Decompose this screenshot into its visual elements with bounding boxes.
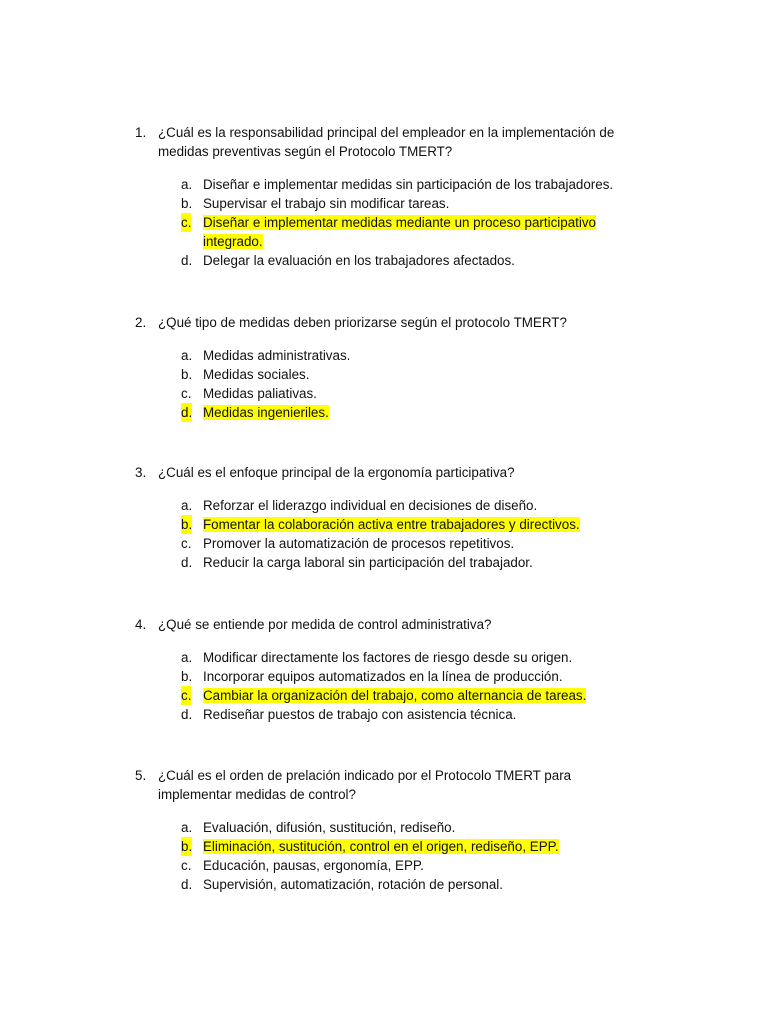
option-b-correct — [0, 515, 623, 534]
options-list — [0, 496, 768, 572]
option-b — [0, 667, 623, 686]
option-text-highlighted: Diseñar e implementar medidas mediante un proceso participativo integrado. — [203, 215, 596, 249]
option-text: Medidas administrativas. — [203, 348, 351, 363]
question-1 — [0, 123, 768, 270]
option-letter: d. — [181, 707, 193, 722]
question-number: 4. — [135, 617, 147, 632]
option-letter: d. — [181, 405, 193, 420]
question-text: ¿Qué tipo de medidas deben priorizarse según el protocolo TMERT? — [158, 315, 567, 330]
option-c — [0, 534, 623, 553]
option-letter: c. — [181, 688, 192, 703]
option-letter: a. — [181, 498, 193, 513]
option-text: Promover la automatización de procesos repetitivos. — [203, 536, 515, 551]
option-c — [0, 384, 623, 403]
option-d — [0, 875, 623, 894]
question-3 — [0, 463, 768, 572]
option-d-correct — [0, 403, 623, 422]
option-a — [0, 346, 623, 365]
options-list — [0, 175, 768, 270]
option-text-highlighted: Eliminación, sustitución, control en el origen, rediseño, EPP. — [203, 839, 559, 854]
option-d — [0, 705, 623, 724]
question-text-block — [0, 123, 638, 161]
option-a — [0, 496, 623, 515]
question-number: 2. — [135, 315, 147, 330]
question-text-block — [0, 463, 638, 482]
option-letter: b. — [181, 669, 193, 684]
options-list — [0, 818, 768, 894]
question-number: 5. — [135, 768, 147, 783]
option-letter: a. — [181, 177, 193, 192]
options-list — [0, 346, 768, 422]
option-b — [0, 365, 623, 384]
option-a — [0, 175, 623, 194]
question-text-block — [0, 615, 638, 634]
option-c-correct — [0, 213, 623, 251]
option-letter: b. — [181, 517, 193, 532]
question-text-block — [0, 766, 638, 804]
option-letter: c. — [181, 386, 192, 401]
option-d — [0, 251, 623, 270]
option-d — [0, 553, 623, 572]
option-letter: a. — [181, 348, 193, 363]
option-text: Supervisión, automatización, rotación de personal. — [203, 877, 503, 892]
question-text: ¿Cuál es el orden de prelación indicado por el Protocolo TMERT para implementar medidas de control? — [158, 768, 572, 802]
option-text-highlighted: Medidas ingenieriles. — [203, 405, 329, 420]
option-c-correct — [0, 686, 623, 705]
question-text: ¿Cuál es la responsabilidad principal del empleador en la implementación de medidas preventivas según el Protocolo TMERT? — [158, 125, 615, 159]
option-c — [0, 856, 623, 875]
option-letter: b. — [181, 839, 193, 854]
option-letter: d. — [181, 555, 193, 570]
option-letter: d. — [181, 877, 193, 892]
option-b — [0, 194, 623, 213]
option-text: Delegar la evaluación en los trabajadores afectados. — [203, 253, 515, 268]
option-text: Reforzar el liderazgo individual en decisiones de diseño. — [203, 498, 538, 513]
option-text: Modificar directamente los factores de riesgo desde su origen. — [203, 650, 573, 665]
question-text-block — [0, 313, 638, 332]
option-letter: b. — [181, 367, 193, 382]
option-text: Rediseñar puestos de trabajo con asistencia técnica. — [203, 707, 517, 722]
option-text-highlighted: Cambiar la organización del trabajo, como alternancia de tareas. — [203, 688, 587, 703]
option-text: Medidas paliativas. — [203, 386, 317, 401]
option-text-highlighted: Fomentar la colaboración activa entre trabajadores y directivos. — [203, 517, 580, 532]
option-letter: a. — [181, 820, 193, 835]
question-2 — [0, 313, 768, 422]
option-a — [0, 648, 623, 667]
option-b-correct — [0, 837, 623, 856]
option-text: Supervisar el trabajo sin modificar tareas. — [203, 196, 450, 211]
question-number: 1. — [135, 125, 147, 140]
question-text: ¿Cuál es el enfoque principal de la ergonomía participativa? — [158, 465, 515, 480]
option-letter: c. — [181, 215, 192, 230]
option-letter: a. — [181, 650, 193, 665]
option-letter: b. — [181, 196, 193, 211]
option-letter: d. — [181, 253, 193, 268]
option-letter: c. — [181, 858, 192, 873]
option-text: Evaluación, difusión, sustitución, rediseño. — [203, 820, 456, 835]
question-5 — [0, 766, 768, 894]
question-text: ¿Qué se entiende por medida de control administrativa? — [158, 617, 492, 632]
option-letter: c. — [181, 536, 192, 551]
question-4 — [0, 615, 768, 724]
option-text: Reducir la carga laboral sin participación del trabajador. — [203, 555, 533, 570]
option-text: Incorporar equipos automatizados en la línea de producción. — [203, 669, 563, 684]
options-list — [0, 648, 768, 724]
option-text: Educación, pausas, ergonomía, EPP. — [203, 858, 424, 873]
option-text: Diseñar e implementar medidas sin participación de los trabajadores. — [203, 177, 614, 192]
option-a — [0, 818, 623, 837]
question-number: 3. — [135, 465, 147, 480]
option-text: Medidas sociales. — [203, 367, 310, 382]
